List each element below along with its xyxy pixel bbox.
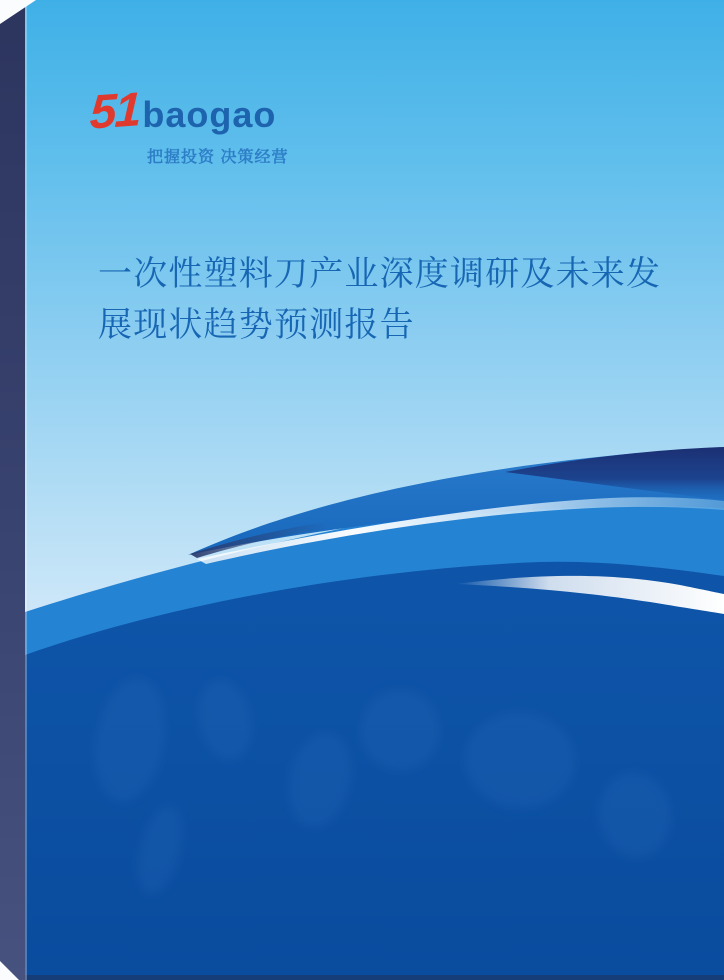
spine-highlight-edge [25,0,27,980]
logo-tagline: 把握投资 决策经营 [147,149,289,166]
logo-wordmark: baogao [142,94,277,135]
logo-51-mark: 51 [88,83,141,140]
report-title [98,249,678,351]
bottom-edge-strip [18,975,724,980]
logo [90,84,276,139]
title-line-1: 一次性塑料刀产业深度调研及未来发 [98,255,662,293]
title-line-2: 展现状趋势预测报告 [98,306,415,344]
book-spine [0,0,25,980]
